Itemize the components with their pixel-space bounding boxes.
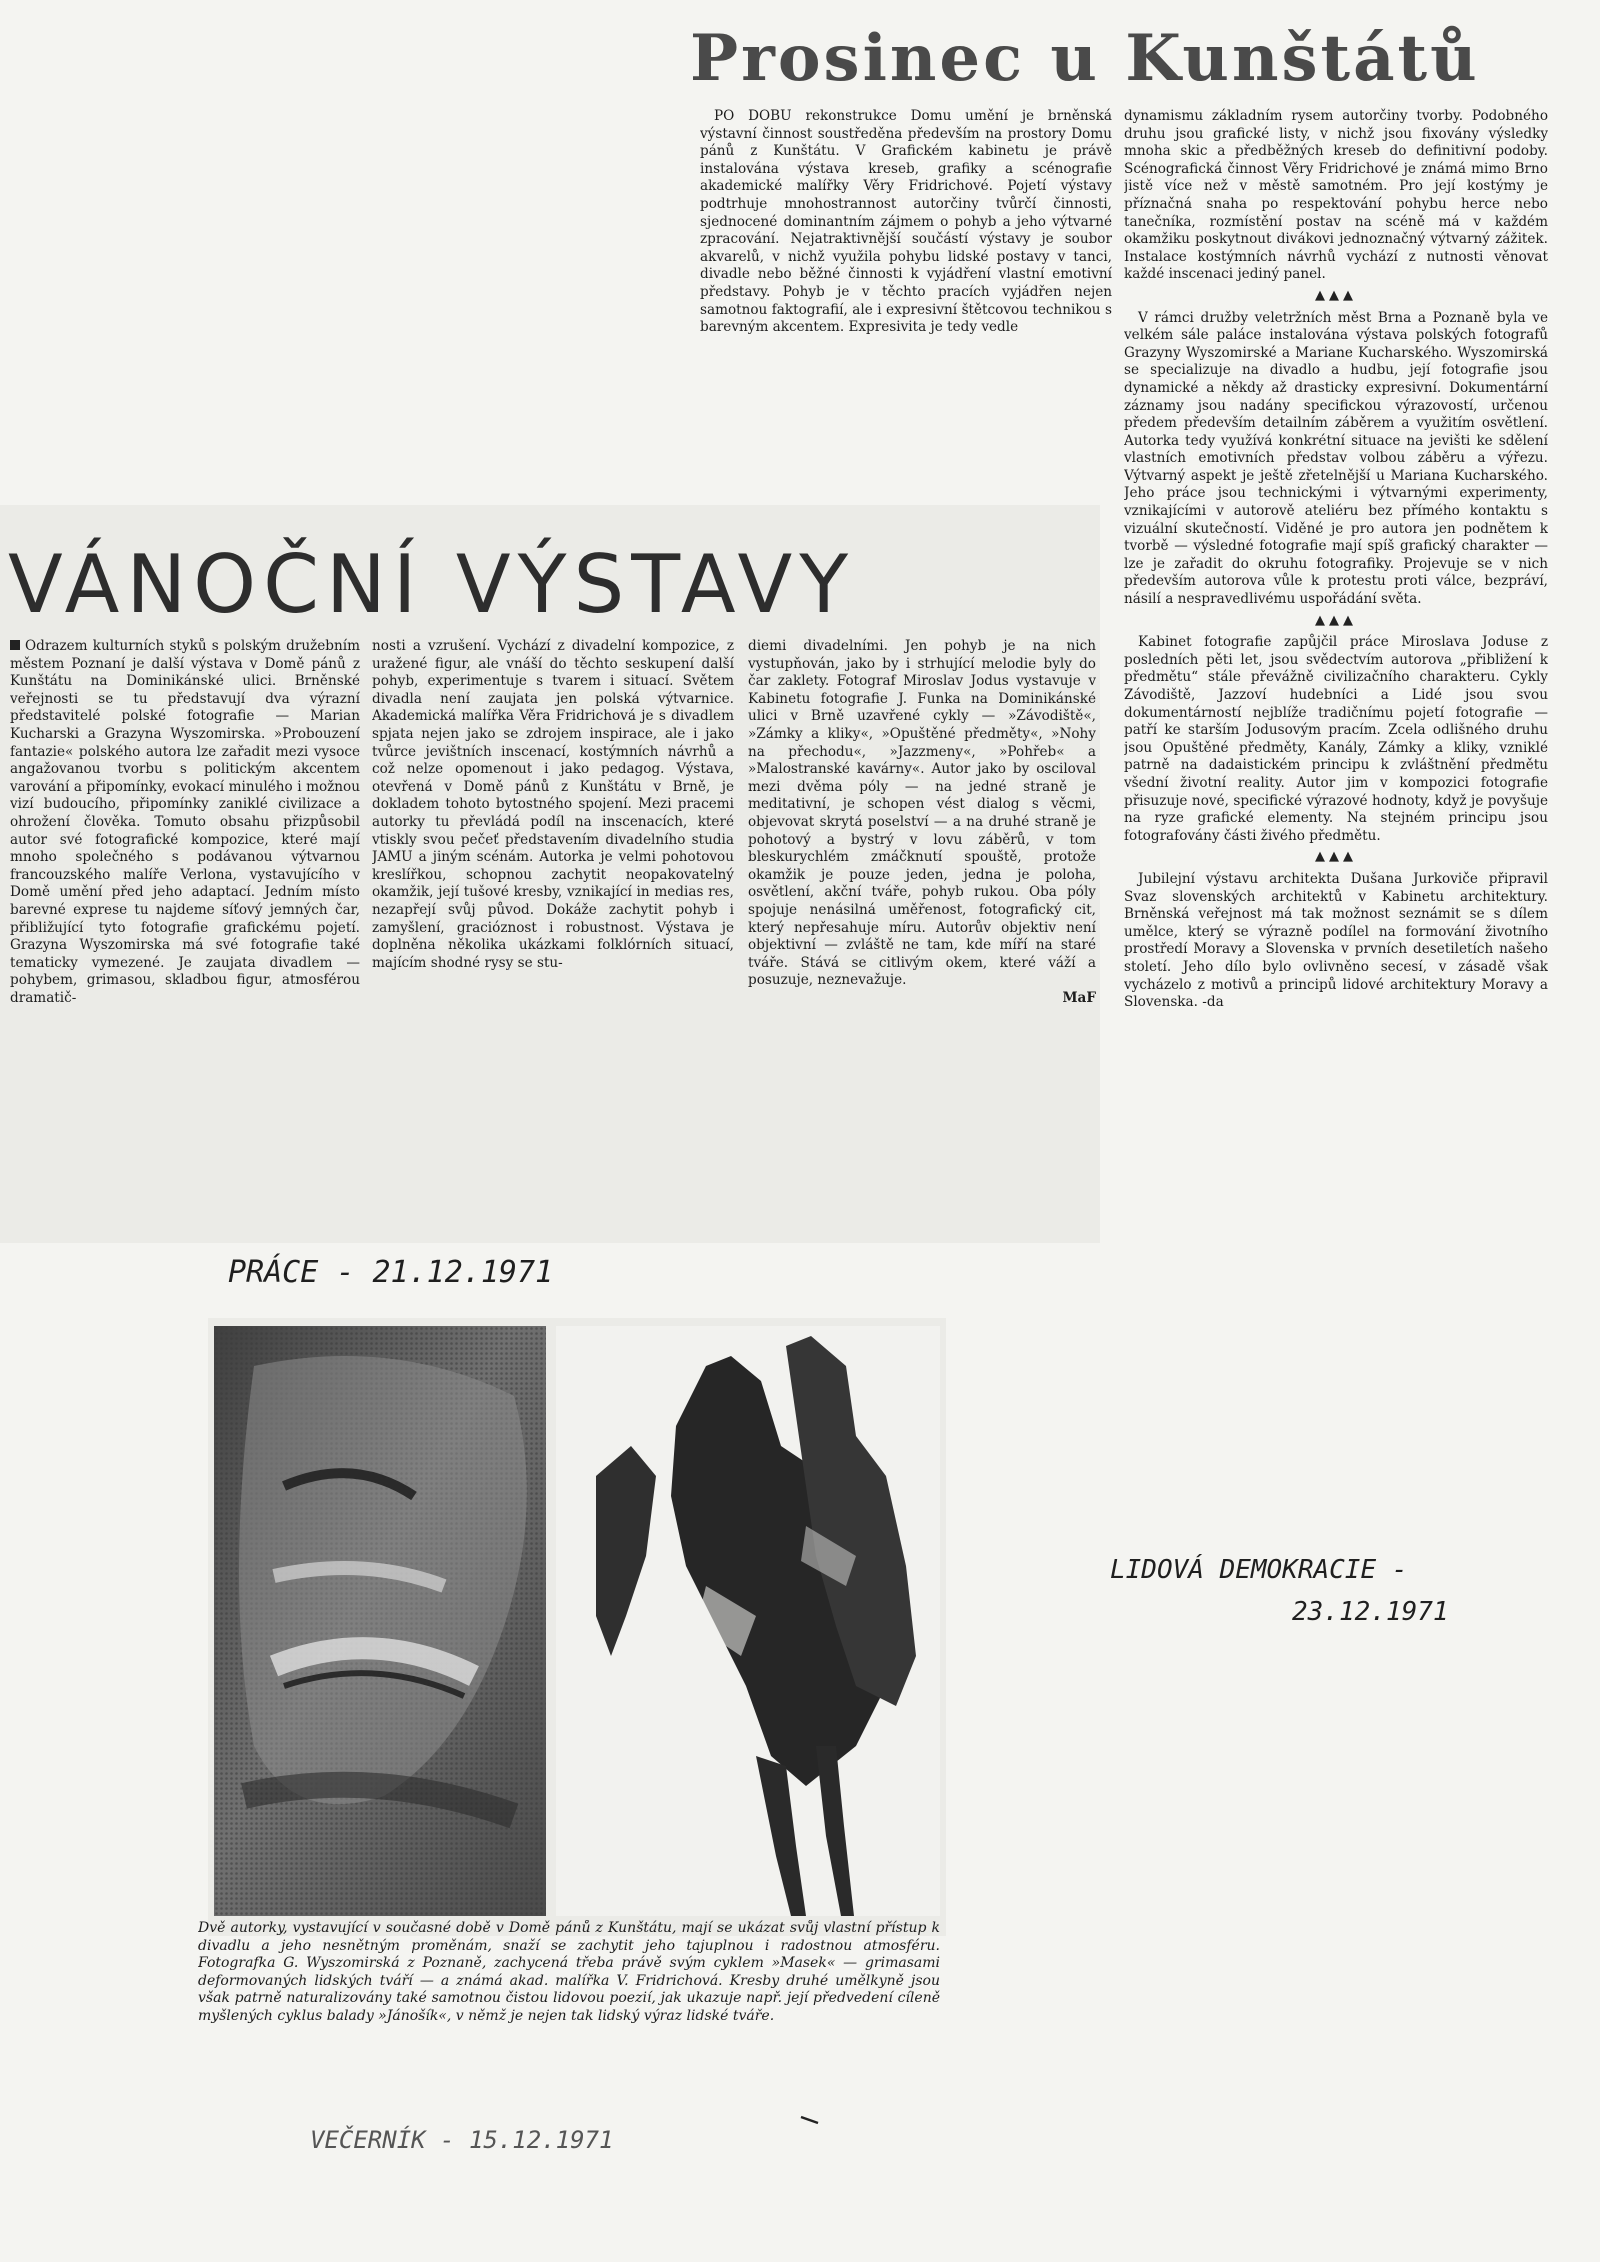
drawing-folk-figures: [556, 1326, 940, 1916]
article1-headline: Prosinec u Kunštátů: [690, 21, 1480, 96]
article1-paragraph: Kabinet fotografie zapůjčil práce Miroslava Joduse z posledních pěti let, jsou svědectvím autorova „přibližení k předmětu“ stále převážně civilizačního charakteru. Cykly Závodiště, Jazzoví hudebníci a Lidé jsou svou dokumentárností nejblíže tradičnímu pojetí fotografie — patří ke starším Jodusovým pracím. Zcela odlišného druhu jsou Opuštěné předměty, Kanály, Zámky a kliky, vzniklé patrně na dadaistickém principu k zvláštnění předmětu všední životní reality. Autor jim v kompozici fotografie přisuzuje nové, specifické výrazové hodnoty, když je povyšuje na ryze grafické elementy. Na stejném principu jsou fotografovány části živého předmětu.: [1124, 634, 1548, 844]
photo-grimace-face: [214, 1326, 546, 1916]
article2-column-1: [10, 638, 360, 1230]
article2-paragraph: Odrazem kulturních styků s polským družebním městem Poznaní je další výstava v Domě pánů z Kunštátu na Dominikánské ulici. Brněnské veřejnosti se tu představují dva výrazní představitelé polské fotografie — Marian Kucharski a Grazyna Wyszomirska. »Probouzení fantazie« polského autora lze zařadit mezi vysoce angažovanou tvorbu s politickým akcentem varování a připomínky, evokací minulého i možnou vizí budoucího, připomínky zaniklé civilizace a ohrožení člověka. Tomuto obsahu přizpůsobil autor své fotografické kompozice, které mají mnoho společného s podávanou výtvarnou francouzského malíře Verlona, vystavujícího v Domě umění před jeho adaptací. Jedním místo barevné exprese tu najdeme síťový jemných čar, přibližující tyto fotografie grafickému pojetí. Grazyna Wyszomirska má své fotografie také tematicky vymezené. Je zaujata divadlem — pohybem, grimasou, skladbou figur, atmosférou dramatič-: [10, 638, 360, 1006]
article2-column-3: [748, 638, 1096, 1230]
section-separator: ▲▲▲: [1315, 287, 1357, 303]
article2-column-2: [372, 638, 734, 1230]
article1-paragraph: Jubilejní výstavu architekta Dušana Jurkoviče připravil Svaz slovenských architektů v Kabinetu architektury. Brněnská veřejnost má tak možnost seznámit se s dílem umělce, který se výrazně podílel na formování životního prostředí Moravy a Slovenska v prvních desetiletích našeho století. Jeho dílo bylo ovlivněno secesí, v zásadě však vycházelo z motivů a principů lidové architektury Moravy a Slovenska. -da: [1124, 870, 1548, 1011]
article2-headline: VÁNOČNÍ VÝSTAVY: [8, 538, 856, 631]
handwritten-source-lidova-date: 23.12.1971: [1292, 1597, 1449, 1627]
article2-paragraph: diemi divadelními. Jen pohyb je na nich vystupňován, jako by i strhující melodie byly do čar zaklety. Fotograf Miroslav Jodus vystavuje v Kabinetu fotografie J. Funka na Dominikánské ulici v Brně uzavřené cykly — »Závodiště«, »Zámky a kliky«, »Opuštěné předměty«, »Nohy na přechodu«, »Jazzmeny«, »Pohřeb« a »Malostranské kavárny«. Autor jako by osciloval mezi dvěma póly — na jedné straně je meditativní, je schopen vést dialog s věcmi, objevovat skrytá poselství — a na druhé straně je pohotový a bystrý v lovu záběrů, v tom bleskurychlém zmáčknutí spouště, protože okamžik je pouze jeden, jedna je poloha, osvětlení, akční tváře, pohyb rukou. Oba póly spojuje nenásilná uměřenost, fotografický cit, který nepřesahuje míru. Autorův objektiv není objektivní — zvláště ne tam, kde míří na staré tváře. Stává se citlivým okem, které váží a posuzuje, neznevažuje.: [748, 638, 1096, 989]
article1-paragraph: dynamismu základním rysem autorčiny tvorby. Podobného druhu jsou grafické listy, v nichž jsou fixovány výsledky mnoha skic a předběžných kreseb do definitivní podoby. Scénografická činnost Věry Fridrichové je známá mimo Brno jistě více než v městě samotném. Pro její kostýmy je příznačná snaha po respektování pohybu herce nebo tanečníka, rozmístění postav na scéně má v každém okamžiku poskytnout divákovi jednoznačný výtvarný zážitek. Instalace kostýmních návrhů vychází z nutnosti věnovat každé inscenaci jediný panel.: [1124, 108, 1548, 283]
pen-mark: [800, 2110, 820, 2120]
handwritten-source-lidova-demokracie: LIDOVÁ DEMOKRACIE -: [1110, 1555, 1408, 1585]
article2-signature: MaF: [1062, 989, 1096, 1006]
article1-paragraph: PO DOBU rekonstrukce Domu umění je brněnská výstavní činnost soustředěna především na prostory Domu pánů z Kunštátu. V Grafickém kabinetu je právě instalována výstava kreseb, grafiky a scénografie akademické malířky Věry Fridrichové. Pojetí výstavy podtrhuje mnohostrannost autorčiny tvůrčí činnosti, sjednocené dominantním zájmem o pohyb a jeho výtvarné zpracování. Nejatraktivnější součástí výstavy je soubor akvarelů, v nichž využila pohybu lidské postavy v tanci, divadle nebo běžné činnosti k vyjádření vlastní emotivní představy. Pohyb je v těchto pracích vyjádřen nejen samotnou faktografií, ale i expresivní štětcovou technikou s barevným akcentem. Expresivita je tedy vedle: [700, 108, 1112, 336]
photo-caption: Dvě autorky, vystavující v současné době v Domě pánů z Kunštátu, mají se ukázat svůj vlastní přístup k divadlu a jeho nesnětným proměnám, snaží se zachytit jeho tajuplnou i radostnou atmosféru. Fotografka G. Wyszomirská z Poznaně, zachycená třeba právě svým cyklem »Masek« — grimasami deformovaných lidských tváří — a známá akad. malířka V. Fridrichová. Kresby druhé umělkyně jsou však patrně naturalizovány také samotnou čistou lidovou poezií, jak ukazuje např. její předvedení cíleně myšlených cyklus balady »Jánošík«, v němž je nejen tak lidský výraz lidské tváře.: [198, 1920, 940, 2024]
section-separator: ▲▲▲: [1315, 612, 1357, 628]
article1-column-1: [700, 108, 1112, 478]
paragraph-marker-icon: [10, 640, 20, 650]
handwritten-source-prace: PRÁCE - 21.12.1971: [228, 1255, 554, 1290]
section-separator: ▲▲▲: [1315, 849, 1357, 865]
article1-column-2: [1124, 108, 1548, 1558]
article2-paragraph: nosti a vzrušení. Vychází z divadelní kompozice, z uražené figur, ale vnáší do těchto seskupení další pohyb, experimentuje s tvarem i situací. Světem divadla není zaujata jen polská výtvarnice. Akademická malířka Věra Fridrichová je s divadlem spjata nejen jako se zdrojem inspirace, ale i jako tvůrce jevištních inscenací, kostýmních návrhů a což nelze opomenout i jako pedagog. Výstava, otevřená v Domě pánů z Kunštátu v Brně, je dokladem tohoto bytostného spojení. Mezi pracemi autorky tu převládá podíl na inscenacích, které vtiskly svou pečeť představením divadelního studia JAMU a jiným scénám. Autorka je velmi pohotovou kreslířkou, schopnou zachytit neopakovatelný okamžik, její tušové kresby, vznikající in medias res, nezapřejí svůj původ. Dokáže zachytit pohyb i zamyšlení, gracióznost i robustnost. Výstava je doplněna několika ukázkami folklórních situací, majícím shodné rysy se stu-: [372, 638, 734, 971]
article1-paragraph: V rámci družby veletržních měst Brna a Poznaně byla ve velkém sále paláce instalována výstava polských fotografů Grazyny Wyszomirské a Mariane Kucharského. Wyszomirská se specializuje na divadlo a hudbu, její fotografie jsou dynamické a někdy až drasticky expresivní. Dokumentární záznamy jsou nadány specifickou výrazovostí, určenou předem především detailním záběrem a využitím osvětlení. Autorka tedy využívá konkrétní situace na jevišti ke sdělení vlastních emotivních představ volbou záběru a výřezu. Výtvarný aspekt je ještě zřetelnější u Mariana Kucharského. Jeho práce jsou technickými i výtvarnými experimenty, vznikajícími v autorově ateliéru bez přímého kontaktu s vizuální skutečností. Viděné je pro autora jen podnětem k tvorbě — výsledné fotografie mají spíš grafický charakter — lze je zařadit do okruhu fotografiky. Projevuje se v nich především autorova vůle k protestu proti válce, bezpráví, násilí a nespravedlivému uspořádání světa.: [1124, 309, 1548, 608]
handwritten-source-vecernik: VEČERNÍK - 15.12.1971: [310, 2126, 614, 2154]
